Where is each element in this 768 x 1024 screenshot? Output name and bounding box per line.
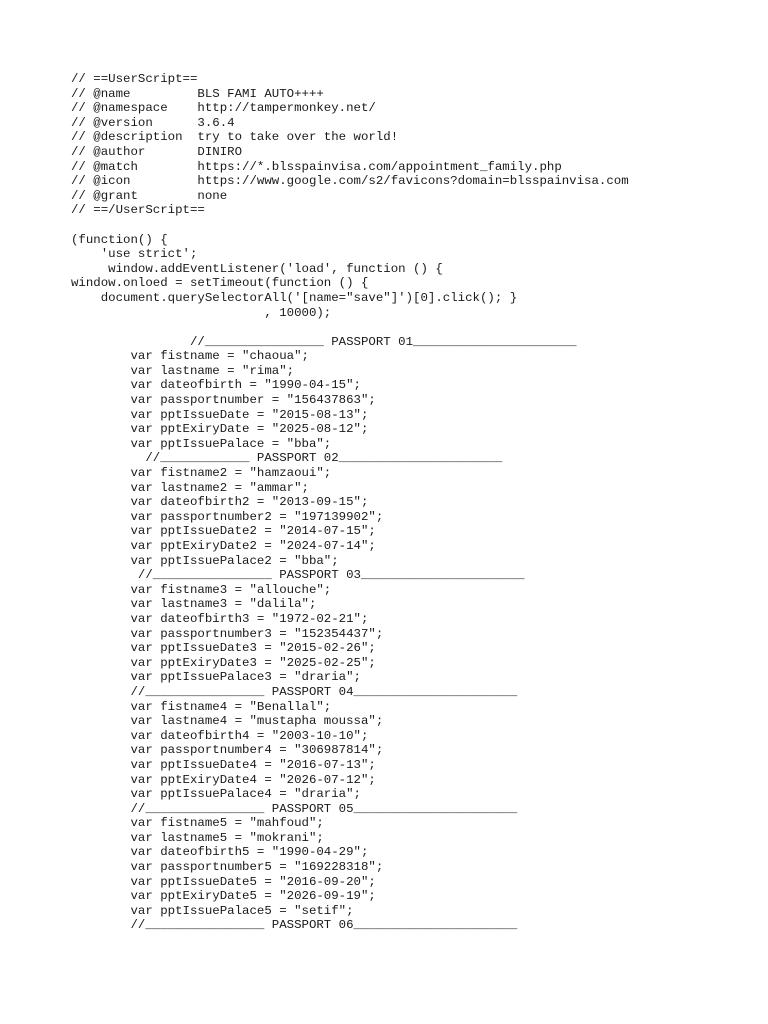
code-line: var fistname4 = "Benallal"; bbox=[71, 699, 332, 714]
code-line: var fistname3 = "allouche"; bbox=[71, 582, 332, 597]
code-line: // @version 3.6.4 bbox=[71, 115, 235, 130]
code-line: document.querySelectorAll('[name="save"]')[0].click(); } bbox=[71, 290, 518, 305]
code-line: //________________ PASSPORT 03______________________ bbox=[71, 568, 525, 583]
code-line: var passportnumber4 = "306987814"; bbox=[71, 743, 384, 758]
code-line: window.onloed = setTimeout(function () { bbox=[71, 276, 369, 291]
code-line: var pptExiryDate2 = "2024-07-14"; bbox=[71, 539, 376, 553]
code-line: var pptIssuePalace3 = "draria"; bbox=[71, 670, 361, 685]
code-line: , 10000); bbox=[71, 305, 332, 320]
code-line: var lastname4 = "mustapha moussa"; bbox=[71, 714, 384, 729]
code-line: var pptExiryDate3 = "2025-02-25"; bbox=[71, 655, 376, 670]
code-line: var passportnumber3 = "152354437"; bbox=[71, 626, 384, 641]
code-line: // @author DINIRO bbox=[71, 144, 243, 159]
code-line: // @icon https://www.google.com/s2/favicons?domain=blsspainvisa.com bbox=[71, 174, 629, 189]
code-line: //________________ PASSPORT 04______________________ bbox=[71, 684, 518, 699]
code-line: // @description try to take over the world! bbox=[71, 130, 399, 145]
code-line: var lastname2 = "ammar"; bbox=[71, 480, 309, 495]
code-line: var dateofbirth2 = "2013-09-15"; bbox=[71, 495, 369, 510]
code-line: window.addEventListener('load', function () { bbox=[71, 261, 443, 276]
code-line bbox=[71, 320, 751, 335]
code-line: var pptExiryDate = "2025-08-12"; bbox=[71, 422, 369, 437]
code-line: // @name BLS FAMI AUTO++++ bbox=[71, 86, 324, 101]
code-line: // ==/UserScript== bbox=[71, 203, 205, 218]
code-line: 'use strict'; bbox=[71, 247, 198, 262]
code-line: // @namespace http://tampermonkey.net/ bbox=[71, 101, 376, 116]
code-line: var lastname = "rima"; bbox=[71, 363, 295, 378]
code-line: var pptExiryDate4 = "2026-07-12"; bbox=[71, 772, 376, 787]
code-line: var passportnumber = "156437863"; bbox=[71, 393, 376, 408]
code-line: var lastname5 = "mokrani"; bbox=[71, 830, 324, 845]
code-line: var pptIssueDate = "2015-08-13"; bbox=[71, 407, 369, 422]
code-line: //________________ PASSPORT 05______________________ bbox=[71, 801, 518, 816]
code-line: // ==UserScript== bbox=[71, 72, 198, 86]
code-line: var pptIssueDate3 = "2015-02-26"; bbox=[71, 641, 376, 656]
code-line: var dateofbirth3 = "1972-02-21"; bbox=[71, 611, 369, 626]
code-line: var passportnumber2 = "197139902"; bbox=[71, 509, 384, 524]
code-line: var lastname3 = "dalila"; bbox=[71, 597, 317, 612]
code-line: var passportnumber5 = "169228318"; bbox=[71, 860, 384, 875]
code-line: var fistname2 = "hamzaoui"; bbox=[71, 466, 332, 481]
code-listing bbox=[71, 72, 751, 933]
code-line: // @match https://*.blsspainvisa.com/appointment_family.php bbox=[71, 159, 562, 174]
code-line: var pptIssuePalace2 = "bba"; bbox=[71, 553, 339, 568]
code-line: var pptIssueDate4 = "2016-07-13"; bbox=[71, 757, 376, 772]
code-line: var fistname = "chaoua"; bbox=[71, 349, 309, 364]
code-line: var pptIssuePalace = "bba"; bbox=[71, 436, 332, 451]
code-line: // @grant none bbox=[71, 188, 228, 203]
code-line: (function() { bbox=[71, 232, 168, 247]
code-line bbox=[71, 218, 751, 233]
code-line: var pptIssuePalace5 = "setif"; bbox=[71, 903, 354, 918]
code-line: var pptIssueDate2 = "2014-07-15"; bbox=[71, 524, 376, 539]
code-line: //____________ PASSPORT 02______________________ bbox=[71, 451, 503, 466]
code-line: var pptExiryDate5 = "2026-09-19"; bbox=[71, 889, 376, 904]
code-line: //________________ PASSPORT 06______________________ bbox=[71, 918, 518, 933]
code-line: var fistname5 = "mahfoud"; bbox=[71, 816, 324, 831]
code-line: var dateofbirth5 = "1990-04-29"; bbox=[71, 845, 369, 860]
code-line: var dateofbirth4 = "2003-10-10"; bbox=[71, 728, 369, 743]
code-line: //________________ PASSPORT 01______________________ bbox=[71, 334, 577, 349]
code-line: var pptIssueDate5 = "2016-09-20"; bbox=[71, 874, 376, 889]
code-line: var dateofbirth = "1990-04-15"; bbox=[71, 378, 361, 393]
code-line: var pptIssuePalace4 = "draria"; bbox=[71, 787, 361, 802]
